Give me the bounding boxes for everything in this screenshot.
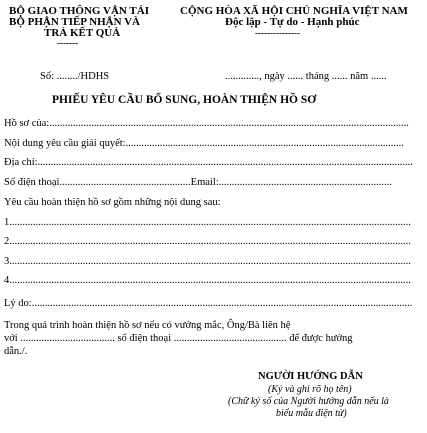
signer-digital-note-line2: biểu mẫu điện tử) (276, 408, 347, 419)
signer-title: NGƯỜI HƯỚNG DẪN (258, 371, 363, 382)
document-date: ............., ngày ...... tháng ...... năm ...... (225, 71, 387, 82)
org-name-divider: ------- (57, 38, 78, 48)
document-number: Số: ......../HDHS (40, 71, 110, 82)
requirement-item-1[interactable]: 1......................................................................................................................................................... (4, 217, 411, 228)
contact-note-line3: dẫn./. (4, 346, 28, 357)
requirement-item-4[interactable]: 4......................................................................................................................................................... (4, 275, 411, 286)
org-name-ministry: BỘ GIAO THÔNG VẬN TẢI (9, 5, 149, 17)
national-title: CỘNG HÒA XÃ HỘI CHỦ NGHĨA VIỆT NAM (180, 5, 408, 17)
org-name-department-line1: BỘ PHẬN TIẾP NHẬN VÀ (9, 16, 141, 28)
field-reason[interactable]: Lý do:................................................................................................................................................. (4, 298, 413, 309)
field-request-content[interactable]: Nội dung yêu cầu giải quyết:.......................................................................................................... (4, 138, 404, 149)
national-motto: Độc lập - Tự do - Hạnh phúc (225, 16, 360, 28)
contact-note-line2[interactable]: với .................................... số điện thoại ........................................... để được hướng (4, 333, 353, 344)
org-name-department-line2: TRẢ KẾT QUẢ (44, 27, 121, 39)
field-applicant[interactable]: Hồ sơ của:......................................................................................................................................... (4, 118, 409, 129)
signer-digital-note-line1: (Chữ ký số của Người hướng dẫn nếu là (228, 396, 389, 407)
document-title: PHIẾU YÊU CẦU BỔ SUNG, HOÀN THIỆN HỒ SƠ (52, 94, 317, 106)
field-phone-email[interactable]: Số điện thoại..................................................Email:.................................................................. (4, 177, 392, 188)
field-address[interactable]: Địa chỉ:............................................................................................................................................... (4, 157, 413, 168)
national-motto-divider: --------------- (255, 28, 300, 38)
requirement-item-2[interactable]: 2......................................................................................................................................................... (4, 236, 411, 247)
signer-instruction: (Ký và ghi rõ họ tên) (268, 384, 352, 395)
requirements-heading: Yêu cầu hoàn thiện hồ sơ gồm những nội dung sau: (4, 197, 221, 208)
contact-note-line1: Trong quá trình hoàn thiện hồ sơ nếu có vướng mắc, Ông/Bà liên hệ (4, 320, 291, 331)
requirement-item-3[interactable]: 3......................................................................................................................................................... (4, 256, 411, 267)
